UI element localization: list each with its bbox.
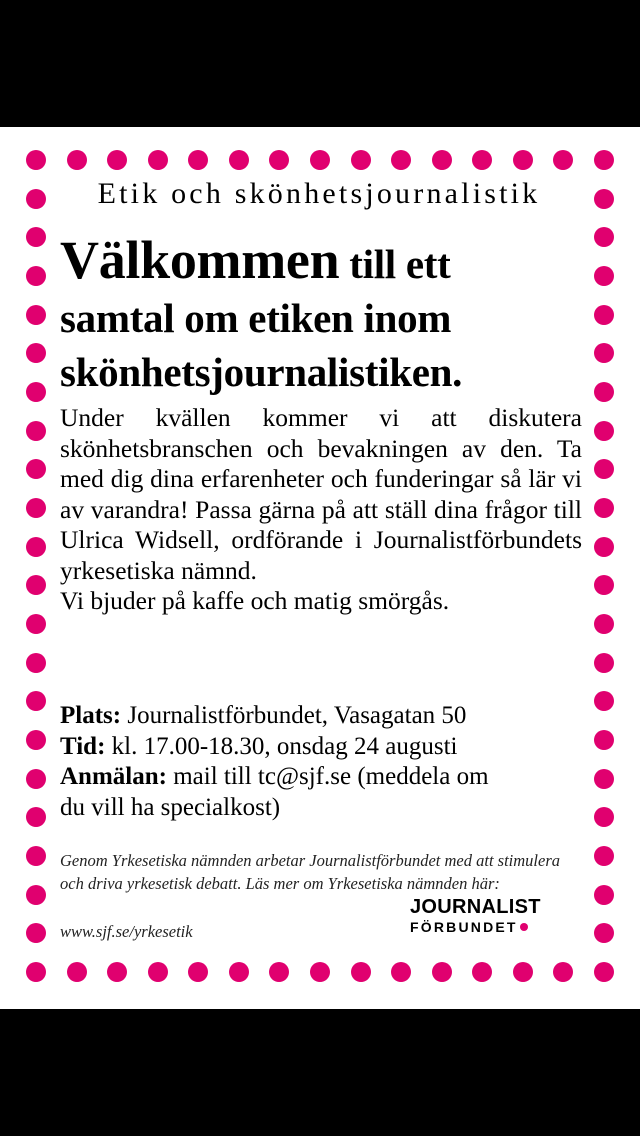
border-dot-icon — [269, 962, 289, 982]
body-paragraph: Under kvällen kommer vi att diskutera skönhetsbranschen och bevakningen av den. Ta med dig dina erfarenheter och funderingar så lär vi av varandra! Passa gärna på att ställ dina frågor till Ulrica Widsell, ordförande i Journalistförbundets yrkesetiska nämnd. — [60, 403, 582, 585]
detail-place — [60, 701, 582, 732]
logo-bottom — [410, 919, 580, 935]
border-dot-icon — [594, 498, 614, 518]
headline-line1-rest: till ett — [339, 241, 451, 287]
border-dot-icon — [594, 150, 614, 170]
border-dot-icon — [26, 769, 46, 789]
border-dot-icon — [26, 227, 46, 247]
border-dot-icon — [594, 653, 614, 673]
border-dot-icon — [26, 730, 46, 750]
border-dot-icon — [26, 923, 46, 943]
border-dot-icon — [594, 962, 614, 982]
border-dot-icon — [269, 150, 289, 170]
border-dot-icon — [188, 962, 208, 982]
border-dot-icon — [67, 150, 87, 170]
border-dot-icon — [594, 537, 614, 557]
border-dot-icon — [26, 382, 46, 402]
border-dot-icon — [594, 382, 614, 402]
body-offer: Vi bjuder på kaffe och matig smörgås. — [60, 586, 450, 615]
border-dot-icon — [553, 150, 573, 170]
border-dot-icon — [513, 150, 533, 170]
border-dot-icon — [391, 150, 411, 170]
headline-welcome: Välkommen — [60, 230, 340, 290]
border-dot-icon — [310, 150, 330, 170]
border-dot-icon — [594, 305, 614, 325]
border-dot-icon — [310, 962, 330, 982]
border-dot-icon — [107, 962, 127, 982]
border-dot-icon — [26, 653, 46, 673]
detail-place-label: Plats: — [60, 702, 122, 729]
border-dot-icon — [148, 962, 168, 982]
border-dot-icon — [229, 150, 249, 170]
border-dot-icon — [26, 421, 46, 441]
border-dot-icon — [26, 459, 46, 479]
event-details — [60, 701, 582, 823]
border-dot-icon — [432, 150, 452, 170]
border-dot-icon — [594, 189, 614, 209]
border-dot-icon — [26, 189, 46, 209]
border-dot-icon — [26, 537, 46, 557]
footer-note: Genom Yrkesetiska nämnden arbetar Journalistförbundet med att stimulera och driva yrkesetisk debatt. Läs mer om Yrkesetiska nämnden här: — [60, 851, 560, 893]
border-dot-icon — [594, 846, 614, 866]
border-dot-icon — [391, 962, 411, 982]
border-dot-icon — [594, 614, 614, 634]
detail-signup-cont: du vill ha specialkost) — [60, 793, 281, 821]
detail-signup-label: Anmälan: — [60, 763, 167, 790]
border-dot-icon — [188, 150, 208, 170]
detail-signup-value: mail till tc@sjf.se (meddela om — [166, 763, 489, 790]
border-dot-icon — [513, 962, 533, 982]
poster — [0, 127, 640, 1009]
poster-headline — [60, 230, 582, 399]
detail-signup — [60, 762, 582, 793]
detail-place-value: Journalistförbundet, Vasagatan 50 — [121, 702, 467, 729]
detail-time-value: kl. 17.00-18.30, onsdag 24 augusti — [105, 732, 458, 760]
border-dot-icon — [594, 227, 614, 247]
border-dot-icon — [26, 614, 46, 634]
border-dot-icon — [594, 885, 614, 905]
border-dot-icon — [594, 421, 614, 441]
headline-line2: samtal om etiken inom — [60, 295, 452, 341]
border-dot-icon — [26, 150, 46, 170]
body-text — [60, 403, 582, 617]
border-dot-icon — [26, 691, 46, 711]
border-dot-icon — [594, 923, 614, 943]
detail-time — [60, 732, 582, 763]
border-dot-icon — [594, 575, 614, 595]
border-dot-icon — [553, 962, 573, 982]
border-dot-icon — [351, 150, 371, 170]
border-dot-icon — [351, 962, 371, 982]
border-dot-icon — [432, 962, 452, 982]
border-dot-icon — [26, 885, 46, 905]
border-dot-icon — [26, 305, 46, 325]
detail-time-label: Tid: — [60, 732, 106, 760]
border-dot-icon — [148, 150, 168, 170]
border-dot-icon — [229, 962, 249, 982]
border-dot-icon — [594, 730, 614, 750]
border-dot-icon — [26, 846, 46, 866]
logo-dot-icon — [520, 923, 528, 931]
journalistforbundet-logo — [410, 897, 580, 935]
logo-top-text: JOURNALIST — [410, 896, 541, 918]
border-dot-icon — [26, 498, 46, 518]
logo-bottom-text: FÖRBUNDET — [410, 919, 518, 935]
border-dot-icon — [594, 459, 614, 479]
border-dot-icon — [26, 575, 46, 595]
border-dot-icon — [472, 150, 492, 170]
headline-line3: skönhetsjournalistiken. — [60, 349, 463, 395]
border-dot-icon — [67, 962, 87, 982]
border-dot-icon — [594, 691, 614, 711]
border-dot-icon — [26, 343, 46, 363]
border-dot-icon — [26, 962, 46, 982]
border-dot-icon — [594, 343, 614, 363]
footer-link[interactable]: www.sjf.se/yrkesetik — [60, 922, 193, 941]
border-dot-icon — [26, 807, 46, 827]
border-dot-icon — [594, 807, 614, 827]
poster-subtitle: Etik och skönhetsjournalistik — [97, 177, 541, 210]
border-dot-icon — [594, 769, 614, 789]
border-dot-icon — [472, 962, 492, 982]
border-dot-icon — [107, 150, 127, 170]
border-dot-icon — [26, 266, 46, 286]
border-dot-icon — [594, 266, 614, 286]
